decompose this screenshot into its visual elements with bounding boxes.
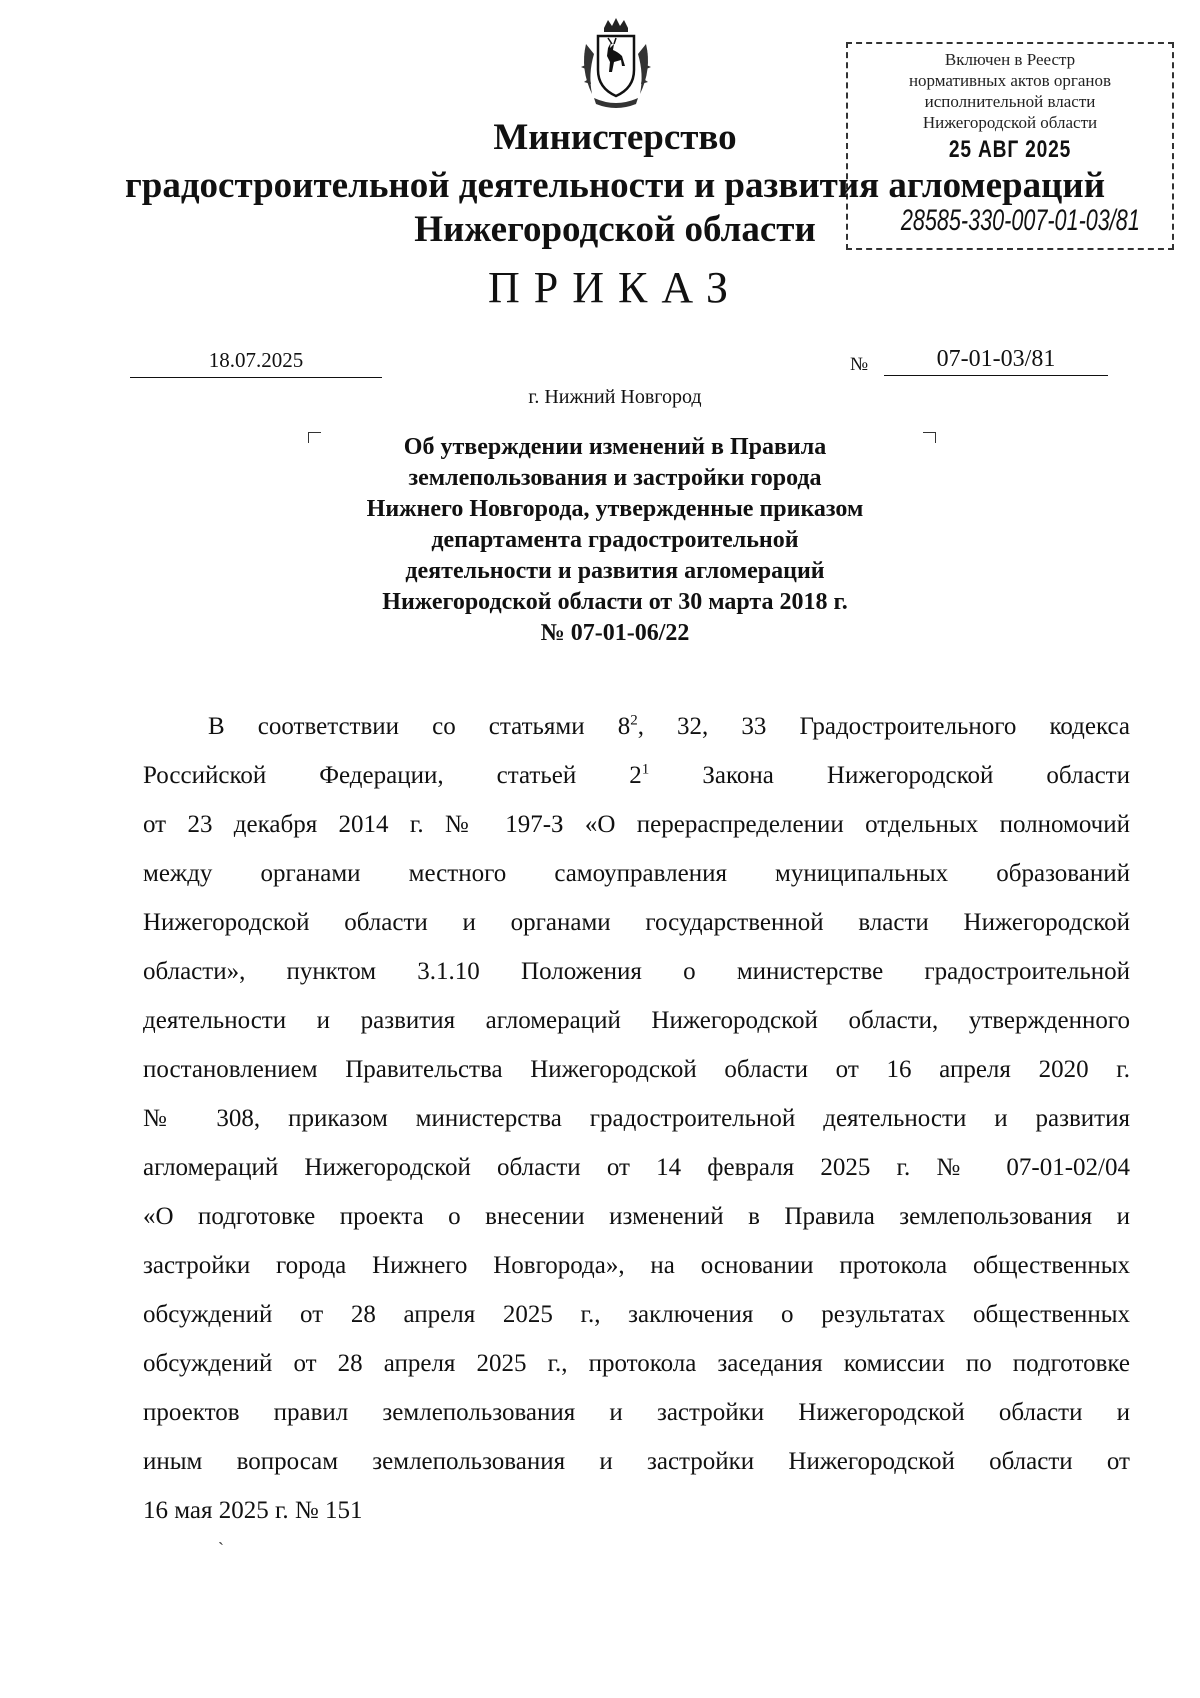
subject-line: Нижегородской области от 30 марта 2018 г. [382, 589, 848, 615]
body-line: деятельности и развития агломераций Нижегородской области, утвержденного [143, 1007, 1130, 1034]
ministry-region: Нижегородской области [414, 209, 816, 250]
number-sign: № [850, 354, 869, 375]
document-subject [290, 432, 940, 649]
document-type: ПРИКАЗ [487, 263, 743, 312]
body-line: иным вопросам землепользования и застройки Нижегородской области от [143, 1448, 1130, 1475]
body-line: обсуждений от 28 апреля 2025 г., заключения о результатах общественных [143, 1301, 1130, 1328]
body-line: области», пунктом 3.1.10 Положения о министерстве градостроительной [143, 958, 1130, 985]
subject-line: Об утверждении изменений в Правила [403, 434, 827, 460]
subject-line: землепользования и застройки города [408, 465, 822, 491]
body-line: обсуждений от 28 апреля 2025 г., протокола заседания комиссии по подготовке [143, 1350, 1130, 1377]
subject-line: № 07-01-06/22 [540, 620, 690, 646]
stamp-line: нормативных актов органов [908, 71, 1112, 90]
subject-line: деятельности и развития агломераций [405, 558, 825, 584]
stray-mark: ˏ [218, 1525, 224, 1545]
document-city: г. Нижний Новгород [528, 386, 702, 408]
ministry-subtitle: градостроительной деятельности и развития агломераций [124, 165, 1106, 206]
document-date: 18.07.2025 [130, 348, 382, 378]
body-line: агломераций Нижегородской области от 14 февраля 2025 г. № 07-01-02/04 [143, 1154, 1130, 1181]
superscript: 1 [641, 761, 650, 778]
body-line: проектов правил землепользования и застройки Нижегородской области и [143, 1399, 1130, 1426]
body-line: застройки города Нижнего Новгорода», на основании протокола общественных [143, 1252, 1130, 1279]
body-line: 16 мая 2025 г. № 151 [143, 1497, 363, 1524]
stamp-line: Нижегородской области [922, 113, 1098, 132]
body-text: , 32, 33 Градостроительного кодекса [637, 713, 1130, 740]
document-number: 07-01-03/81 [884, 346, 1108, 376]
body-text: Российской Федерации, статьей 2 [143, 762, 642, 789]
body-text: В соответствии со статьями 8 [208, 713, 631, 740]
body-line [143, 702, 1130, 751]
body-line: «О подготовке проекта о внесении изменений в Правила землепользования и [143, 1203, 1130, 1230]
coat-of-arms-icon [578, 14, 654, 110]
ministry-title: Министерство [493, 117, 737, 158]
body-line [143, 751, 1130, 800]
document-body [143, 702, 1130, 1535]
stamp-line: Включен в Реестр [944, 50, 1076, 69]
body-line: между органами местного самоуправления муниципальных образований [143, 860, 1130, 887]
stamp-registration-number: 28585-330-007-01-03/81 [900, 204, 1140, 237]
stamp-line: исполнительной власти [924, 92, 1096, 111]
body-line: постановлением Правительства Нижегородской области от 16 апреля 2020 г. [143, 1056, 1130, 1083]
subject-line: департамента градостроительной [431, 527, 799, 553]
body-line: № 308, приказом министерства градостроительной деятельности и развития [143, 1105, 1130, 1132]
stamp-date: 25 АВГ 2025 [948, 136, 1072, 163]
body-text: Закона Нижегородской области [649, 762, 1130, 789]
subject-line: Нижнего Новгорода, утвержденные приказом [366, 496, 864, 522]
body-line: от 23 декабря 2014 г. № 197-З «О перераспределении отдельных полномочий [143, 811, 1130, 838]
body-line: Нижегородской области и органами государственной власти Нижегородской [143, 909, 1130, 936]
superscript: 2 [630, 712, 638, 729]
